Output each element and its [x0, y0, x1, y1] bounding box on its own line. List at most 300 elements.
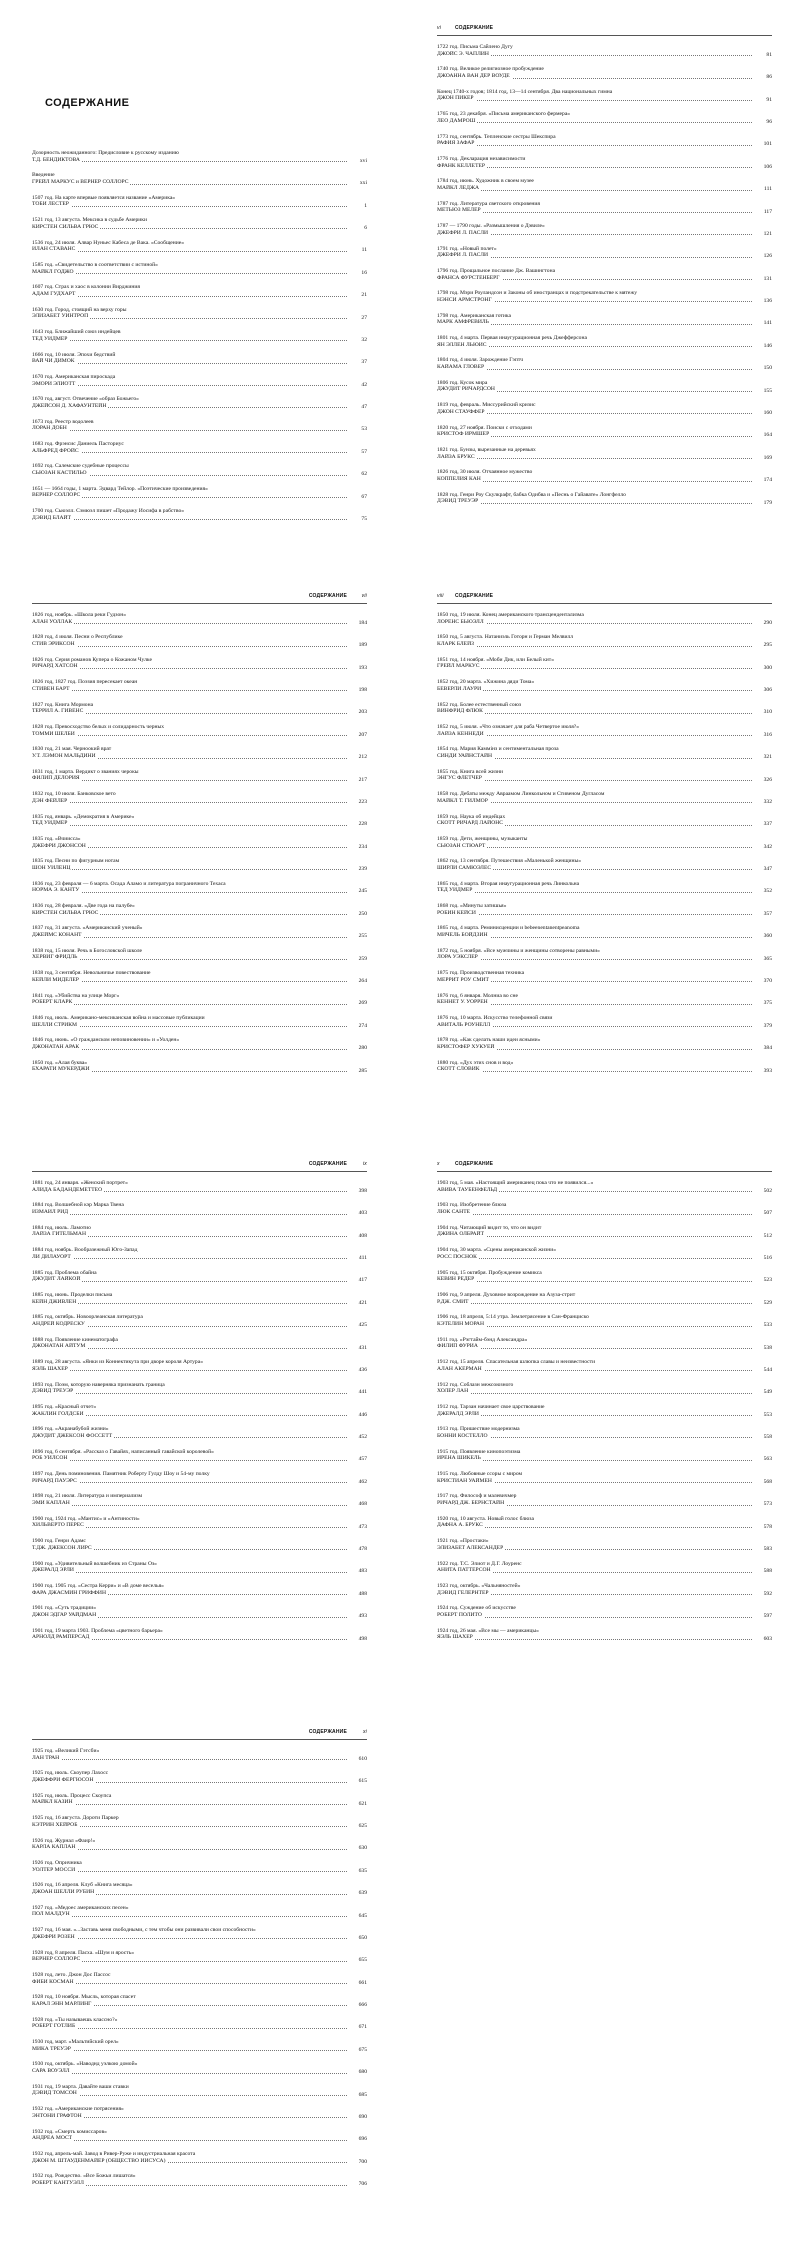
entry-title: 1666 год, 10 июля. Эпохи бедствий	[32, 351, 116, 358]
entry-author-row	[437, 1455, 772, 1462]
entry-author-row	[32, 336, 367, 343]
running-head: СОДЕРЖАНИЕ	[455, 25, 494, 31]
entry-author-row	[437, 775, 772, 782]
entry-title: 1885 год, октябрь. Новоорлеанская литература	[32, 1314, 143, 1321]
toc-entry	[32, 1770, 367, 1792]
entry-title: 1912 год. Тарзан начинает свое царствование	[437, 1403, 545, 1410]
toc-entry	[32, 172, 367, 194]
entry-page-number: 264	[358, 978, 367, 985]
entry-author: ДЭВИД ТРЕУЭР	[32, 1388, 74, 1395]
toc-entry	[32, 702, 367, 724]
entry-author-row	[32, 157, 367, 164]
entry-page-number: 675	[358, 2046, 367, 2053]
entry-author: АЛИДА БАДАНДЕМЕТТЕО	[32, 1186, 103, 1193]
entry-title: 1841 год. «Убийства на улице Морг»	[32, 992, 120, 999]
entry-title: 1901 год. «Суть традиции»	[32, 1605, 97, 1612]
entry-author-row	[32, 1822, 367, 1829]
toc-entry	[32, 1748, 367, 1770]
entry-author-row	[32, 843, 367, 850]
toc-entry	[32, 948, 367, 970]
entry-author: ЯН ЭЛЛЕН ЛЬЮИС	[437, 341, 487, 348]
entry-author: Т.ДЖ. ДЖЕКСОН ЛИРС	[32, 1544, 92, 1551]
entry-author-row	[32, 1388, 367, 1395]
entry-author-row	[437, 1590, 772, 1597]
entry-title: 1875 год. Производственная техника	[437, 970, 525, 977]
entry-page-number: 375	[763, 1000, 772, 1007]
toc-entry	[437, 1493, 772, 1515]
entry-author: РОБЕРТ ГОТЛИБ	[32, 2023, 76, 2030]
entry-author: ЛАЙЗА КЕННЕДИ	[437, 730, 484, 737]
entry-author: ФИБИ КОСМАН	[32, 1978, 74, 1985]
entry-author-row	[32, 492, 367, 499]
entry-title: 1915 год. Появление кинопоэтизма	[437, 1448, 521, 1455]
entry-title: 1920 год, 10 августа. Новый голос блюза	[437, 1515, 534, 1522]
toc-entry	[437, 447, 772, 469]
entry-author: КАРЛА КАПЛАН	[32, 1844, 76, 1851]
entry-page-number: 207	[358, 731, 367, 738]
entry-title: 1897 год. День поминовения. Памятник Роберту Гулду Шоу и 54-му полку	[32, 1471, 210, 1478]
entry-author: КРИСТОФ ИРМШЕР	[437, 431, 490, 438]
entry-author-row	[437, 1299, 772, 1306]
entry-author-row	[437, 999, 772, 1006]
entry-author-row	[32, 2090, 367, 2097]
entry-title: 1804 год, 4 июля. Зарождение Гэптч	[437, 357, 524, 364]
toc-entry	[437, 1516, 772, 1538]
entry-author-row	[32, 269, 367, 276]
entry-title: 1862 год, 13 сентября. Путешествия «Маленькой женщины»	[437, 858, 582, 865]
entry-title: 1928 год, 8 апреля. Пасха. «Шум и ярость»	[32, 1949, 135, 1956]
entry-title: 1801 год, 4 марта. Первая инаугурационная речь Джефферсона	[437, 335, 587, 342]
entry-author: ДЖОН ЭДГАР УАЙДМАН	[32, 1612, 97, 1619]
entry-author-row	[32, 1321, 367, 1328]
entry-page-number: 117	[763, 208, 772, 215]
toc-entry	[437, 679, 772, 701]
entry-title: 1796 год. Прощальное послание Дж. Вашингтона	[437, 267, 556, 274]
toc-entry	[437, 791, 772, 813]
entry-author: ВЕРНЕР СОЛЛОРС	[32, 1956, 81, 1963]
entry-author: ТЕД УИДМЕР	[32, 820, 68, 827]
entry-page-number: 11	[361, 247, 367, 254]
entry-author-row	[32, 887, 367, 894]
entry-author: ДЖУДИТ ДЖЕКСОН ФОССЕТТ	[32, 1432, 113, 1439]
entry-page-number: 337	[763, 821, 772, 828]
entry-page-number: 111	[764, 186, 772, 193]
entry-author: ДЖИНА ОЛБРАЙТ	[437, 1231, 485, 1238]
entry-author-row	[32, 1844, 367, 1851]
toc-entry	[437, 201, 772, 223]
entry-title: 1521 год, 13 августа. Мексика в судьбе Америки	[32, 217, 147, 224]
entry-title: 1876 год, 10 марта. Искусство телефонной связи	[437, 1015, 553, 1022]
entry-title: 1928 год, 10 ноября. Мысль, которая спасет	[32, 1994, 136, 2001]
entry-page-number: 360	[763, 933, 772, 940]
entry-page-number: 21	[361, 292, 367, 299]
entry-author: РОБЕРТ КЛАРК	[32, 999, 73, 1006]
entry-author: ДЖОН СТАУФФЕР	[437, 408, 485, 415]
entry-author: МАЙКЛ Т. ГИЛМОР	[437, 797, 488, 804]
entry-author-row	[437, 476, 772, 483]
entry-author: АНДРЕЙ КОДРЕСКУ	[32, 1320, 85, 1327]
running-head: СОДЕРЖАНИЕ	[455, 1161, 494, 1167]
entry-title: 1885 год, июнь. Проделки письма	[32, 1291, 113, 1298]
entry-page-number: 573	[763, 1501, 772, 1508]
entry-page-number: 212	[358, 754, 367, 761]
toc-entry	[32, 724, 367, 746]
toc-entry	[437, 612, 772, 634]
entry-page-number: 47	[361, 404, 367, 411]
entry-title: 1893 год. Поэм, которую наверняка признанать граница	[32, 1381, 165, 1388]
toc-entry	[32, 2106, 367, 2128]
entry-author: ХОЛЕР ЛАН	[437, 1388, 469, 1395]
toc-entry	[437, 469, 772, 491]
entry-page-number: 37	[361, 359, 367, 366]
entry-title: 1837 год, 31 августа. «Американский ученый»	[32, 925, 143, 932]
entry-page-number: 217	[358, 776, 367, 783]
entry-author: ТЕРРИЛ А. ГИВЕНС	[32, 708, 84, 715]
entry-author: РОСС ПОСНОК	[437, 1253, 477, 1260]
entry-author: КЕВИН РЕДЕР	[437, 1276, 475, 1283]
entry-page-number: 174	[763, 477, 772, 484]
entry-title: 1828 год, 4 июля. Песни о Республике	[32, 634, 123, 641]
entry-page-number: 342	[763, 843, 772, 850]
page-header	[437, 22, 772, 36]
entry-title: 1927 год, 16 мая. «...Заставь меня свободными, с тем чтобы они развивали свои способности»	[32, 1927, 256, 1934]
toc-entry	[32, 441, 367, 463]
entry-title: 1826 год, 30 июля. Отчаянное мужество	[437, 469, 533, 476]
entry-title: 1901 год, 19 марта 1903. Проблема «цветного барьера»	[32, 1627, 163, 1634]
entry-author: ЭЛИЗАБЕТ УИНТРОП	[32, 313, 89, 320]
entry-author: ТЕД УИДМЕР	[32, 335, 68, 342]
entry-title: 1787 год. Литература светского откровения	[437, 200, 540, 207]
entry-title: 1912 год. Соблазн межсоюзного	[437, 1381, 514, 1388]
entry-title: 1900 год, 1924 год. «Мантис» и «Антиности»	[32, 1515, 140, 1522]
entry-page-number: 169	[763, 454, 772, 461]
entry-page-number: 507	[763, 1210, 772, 1217]
entry-author-row	[437, 1545, 772, 1552]
entry-page-number: 578	[763, 1523, 772, 1530]
toc-entry	[32, 970, 367, 992]
entry-title: 1850 год. «Алая буква»	[32, 1059, 88, 1066]
entry-author: СЬЮЗАН КАСТИЛЬО	[32, 470, 87, 477]
entry-title: 1859 год. Дети, женщины, музыканты	[437, 835, 528, 842]
entry-author: ШИРЛИ САМЮЭЛЕС	[437, 864, 492, 871]
entry-author: БЕВЕРЛИ ЛАУРИ	[437, 685, 482, 692]
entry-author-row	[437, 1187, 772, 1194]
entry-author: АВИТАЛЬ РОУНЕЛЛ	[437, 1021, 491, 1028]
toc-entry	[32, 2017, 367, 2039]
entry-author: ДЖОАН ШЕЛЛИ РУБИН	[32, 1888, 95, 1895]
entry-author-row	[32, 1478, 367, 1485]
entry-title: 1651 — 1664 годы, 1 марта. Эдвард Тейлор. «Поэтические произведения»	[32, 485, 208, 492]
entry-author-row	[32, 2046, 367, 2053]
entry-author: ФИЛИП ДЕЛОРИЯ	[32, 775, 80, 782]
toc-entry	[437, 335, 772, 357]
entry-page-number: 411	[358, 1254, 367, 1261]
entry-author: ДЖЕФРИ РОЗЕН	[32, 1933, 75, 1940]
entry-title: 1643 год. Ближайший союз индейцев	[32, 329, 121, 336]
entry-author: ДЖУДИТ РИЧАРДСОН	[437, 386, 495, 393]
entry-author: РИЧАРД ПАУЭРС	[32, 1477, 77, 1484]
entry-author: Р.ДЖ. СМИТ	[437, 1298, 469, 1305]
entry-page-number: 32	[361, 336, 367, 343]
entry-title: 1930 год, март. «Мальтийский орел»	[32, 2039, 119, 2046]
toc-entry	[437, 1247, 772, 1269]
toc-entry	[437, 1037, 772, 1059]
toc-page-4	[437, 590, 772, 1130]
entry-author: ЭМОРИ ЭЛИОТТ	[32, 380, 76, 387]
toc-entry	[32, 1561, 367, 1583]
entry-author-row	[32, 753, 367, 760]
entry-author: ДЖОНАТАН АРАК	[32, 1044, 80, 1051]
entry-author-row	[32, 2135, 367, 2142]
entry-author-row	[32, 1911, 367, 1918]
entry-author: ДЭВИД ТРЕУЭР	[437, 498, 479, 505]
toc-list	[32, 1748, 367, 2196]
toc-entry	[32, 1628, 367, 1650]
entry-author: КИРСТЕН СИЛЬВА ГРЮС	[32, 909, 99, 916]
entry-author-row	[437, 297, 772, 304]
entry-author-row	[32, 1187, 367, 1194]
entry-author: ЯЭЛЬ ШАХЕР	[32, 1365, 68, 1372]
entry-author-row	[32, 1545, 367, 1552]
toc-entry	[32, 486, 367, 508]
toc-entry	[32, 679, 367, 701]
entry-page-number: 700	[358, 2158, 367, 2165]
entry-title: 1855 год. Книга всей жизни	[437, 768, 504, 775]
entry-author-row	[437, 641, 772, 648]
entry-page-number: 645	[358, 1912, 367, 1919]
entry-author-row	[437, 73, 772, 80]
toc-entry	[32, 240, 367, 262]
toc-page-3	[32, 590, 367, 1130]
entry-author: СТИВЕН БАРТ	[32, 685, 70, 692]
entry-page-number: 321	[763, 754, 772, 761]
entry-title: 1798 год. Американская готика	[437, 312, 511, 319]
toc-entry	[32, 903, 367, 925]
entry-author-row	[32, 932, 367, 939]
entry-page-number: 332	[763, 798, 772, 805]
entry-page-number: 533	[763, 1322, 772, 1329]
entry-author: КРИСТИАН УАЙМЕН	[437, 1477, 492, 1484]
toc-entry	[32, 508, 367, 530]
entry-page-number: 661	[358, 1979, 367, 1986]
entry-title: 1865 год, 4 марта. Реминисценции и bebeenentanentpeanoma	[437, 925, 580, 932]
toc-entry	[32, 836, 367, 858]
entry-author: ДЭВИД БЛАЙТ	[32, 514, 71, 521]
entry-title: 1881 год, 24 января. «Женский портрет»	[32, 1180, 128, 1186]
entry-author-row	[32, 179, 367, 186]
entry-author-row	[32, 358, 367, 365]
entry-page-number: 295	[763, 642, 772, 649]
entry-page-number: 27	[361, 314, 367, 321]
entry-title: 1896 год, 6 сентября. «Рассказ о Гавайях, написанный гавайской королевой»	[32, 1448, 214, 1455]
toc-entry	[437, 925, 772, 947]
entry-author: ДЖЕЙСОН Д. ХАФАУНТЕЙН	[32, 402, 107, 409]
entry-page-number: 245	[358, 888, 367, 895]
entry-page-number: 630	[358, 1845, 367, 1852]
toc-entry	[437, 1561, 772, 1583]
entry-author-row	[32, 1889, 367, 1896]
entry-author-row	[32, 1433, 367, 1440]
entry-author: ФИЛИП ФУРИА	[437, 1343, 478, 1350]
entry-title: 1872 год, 5 ноября. «Все мужчины и женщины сотворены равными»	[437, 947, 600, 954]
page-number: vii	[361, 593, 367, 599]
entry-author: КЛАРК БЛЕЙЗ	[437, 640, 474, 647]
entry-author-row	[437, 342, 772, 349]
entry-author-row	[437, 409, 772, 416]
entry-page-number: 483	[358, 1568, 367, 1575]
toc-entry	[32, 657, 367, 679]
entry-author-row	[32, 686, 367, 693]
entry-author: ЛОРА УЭКСЛЕР	[437, 954, 478, 961]
entry-title: 1917 год. Философ и малевичмер	[437, 1493, 517, 1500]
entry-author-row	[32, 515, 367, 522]
entry-author-row	[32, 1956, 367, 1963]
entry-title: 1900 год. Генри Адамс	[32, 1538, 86, 1545]
entry-title: 1900 год. «Удивительный волшебник из Страны Оз»	[32, 1560, 157, 1567]
toc-entry	[437, 89, 772, 111]
toc-entry	[32, 195, 367, 217]
entry-page-number: 42	[361, 381, 367, 388]
entry-author-row	[32, 663, 367, 670]
entry-page-number: 306	[763, 686, 772, 693]
toc-entry	[437, 156, 772, 178]
entry-author: КЕЙН ДЖИВЛЕН	[32, 1298, 77, 1305]
entry-author: ФРАНК КЕЛЛЕТЕР	[437, 162, 486, 169]
toc-entry	[437, 634, 772, 656]
entry-author-row	[437, 140, 772, 147]
entry-page-number: 549	[763, 1389, 772, 1396]
entry-author: ДЖЕРАЛД ЭРЛИ	[437, 1410, 479, 1417]
entry-title: 1926 год. Журнал «Фаир!»	[32, 1837, 96, 1844]
entry-author-row	[437, 798, 772, 805]
entry-title: 1722 год. Письма Сайлено Дугу	[437, 44, 513, 50]
entry-author-row	[437, 431, 772, 438]
entry-title: 1673 год. Реестр водолеев	[32, 418, 94, 425]
entry-author-row	[32, 1777, 367, 1784]
entry-title: 1904 год. Читающий видит то, что он видит	[437, 1224, 542, 1231]
running-head: СОДЕРЖАНИЕ	[308, 1729, 347, 1735]
entry-page-number: 136	[763, 298, 772, 305]
toc-entry	[437, 1449, 772, 1471]
entry-title: 1884 год, ноябрь. Вообразежный Юго-Запад	[32, 1247, 138, 1254]
toc-entry	[32, 1202, 367, 1224]
entry-page-number: 347	[763, 866, 772, 873]
entry-title: 1889 год, 28 августа. «Янки из Коннектикута при дворе короля Артура»	[32, 1359, 203, 1366]
entry-page-number: 126	[763, 253, 772, 260]
entry-title: 1923 год, октябрь. «Чальняностей»	[437, 1583, 521, 1590]
toc-entry	[32, 1060, 367, 1082]
entry-title: 1921 год. «Простаки»	[437, 1538, 489, 1545]
toc-entry	[32, 925, 367, 947]
entry-author-row	[32, 2023, 367, 2030]
toc-entry	[32, 612, 367, 634]
entry-title: 1670 год. Американская пироскада	[32, 373, 116, 380]
entry-page-number: 131	[763, 275, 772, 282]
toc-entry	[437, 290, 772, 312]
entry-page-number: 96	[766, 118, 772, 125]
toc-title: СОДЕРЖАНИЕ	[45, 97, 130, 109]
entry-author-row	[32, 1612, 367, 1619]
entry-page-number: xvi	[359, 157, 367, 164]
entry-author: ЭМИ КАПЛАН	[32, 1500, 70, 1507]
entry-title: 1852 год, 5 июля. «Что означает для раба Четвертое июля?»	[437, 723, 580, 730]
entry-title: 1898 год, 21 июля. Литература и империализм	[32, 1493, 143, 1500]
entry-title: 1700 год. Сьюэлл. Сэмюэл пишет «Продажу Иосифа в рабство»	[32, 508, 185, 515]
entry-title: 1776 год. Декларация независимости	[437, 155, 526, 162]
entry-page-number: 650	[358, 1934, 367, 1941]
toc-entry	[32, 1860, 367, 1882]
entry-title: 1865 год, 4 марта. Вторая инаугурационная речь Линкольна	[437, 880, 580, 887]
entry-title: 1835 год. «Вчиисса»	[32, 835, 81, 842]
entry-title: 1836 год, 23 февраля — 6 марта. Осада Аламо и литература пограничного Техаса	[32, 880, 226, 887]
entry-author-row	[32, 731, 367, 738]
entry-page-number: 615	[358, 1778, 367, 1785]
entry-author-row	[437, 910, 772, 917]
entry-page-number: 523	[763, 1277, 772, 1284]
entry-title: 1850 год, 5 августа. Натаниэль Готорн и Герман Мелвилл	[437, 634, 574, 641]
entry-author-row	[437, 708, 772, 715]
entry-title: 1904 год, 30 марта. «Сцены американской жизни»	[437, 1247, 557, 1254]
entry-author: ДЖЕФФРИ ФЕРГЮСОН	[32, 1776, 94, 1783]
entry-title: 1838 год, 3 сентября. Невольничье повествование	[32, 970, 151, 977]
entry-author-row	[32, 448, 367, 455]
entry-author: СКОТТ СЛОВИК	[437, 1066, 480, 1073]
toc-list	[437, 1180, 772, 1650]
entry-page-number: 592	[763, 1590, 772, 1597]
entry-author-row	[32, 1867, 367, 1874]
entry-author: КАРАЛ ЭНН МАРЛИНГ	[32, 2000, 92, 2007]
entry-author: УОЛТЕР МОССИ	[32, 1866, 76, 1873]
entry-author-row	[437, 1567, 772, 1574]
entry-page-number: 189	[358, 642, 367, 649]
entry-page-number: 417	[358, 1277, 367, 1284]
entry-author: ВИНФРИД ФЛЮК	[437, 708, 483, 715]
page-number: ix	[362, 1161, 367, 1167]
entry-title: 1826 год. Серия романов Купера о Кожаном Чулке	[32, 656, 152, 663]
entry-author-row	[32, 470, 367, 477]
entry-author: КАЙАМА ГЛОВЕР	[437, 364, 485, 371]
toc-entry	[437, 1605, 772, 1627]
entry-title: 1826 год, ноябрь. «Школа реки Гудзон»	[32, 612, 127, 618]
entry-page-number: 384	[763, 1045, 772, 1052]
running-head: СОДЕРЖАНИЕ	[308, 1161, 347, 1167]
entry-author-row	[437, 185, 772, 192]
entry-author: ДЖЕФРИ ДЖОНСОН	[32, 842, 86, 849]
entry-title: 1932 год. Рождество. «Все Божьи лишатся»	[32, 2173, 136, 2180]
entry-title: 1905 год, 15 октября. Пробуждение комикса	[437, 1269, 542, 1276]
entry-page-number: 473	[358, 1523, 367, 1530]
entry-title: 1880 год. «Дух этих снов и вод»	[437, 1059, 514, 1066]
entry-author-row	[437, 1321, 772, 1328]
entry-author: РИЧАРД ХАТСОН	[32, 663, 78, 670]
entry-page-number: 408	[358, 1232, 367, 1239]
entry-page-number: 150	[763, 365, 772, 372]
toc-entry	[437, 970, 772, 992]
page-number: xi	[362, 1729, 367, 1735]
entry-author: АРНОЛД РАМПЕРСАД	[32, 1634, 90, 1641]
toc-entry	[32, 1449, 367, 1471]
entry-author: ФРАНСА ФУРСТЕНБЕРГ	[437, 274, 500, 281]
entry-author-row	[437, 498, 772, 505]
entry-author: ЛИ ДИЛАУОРТ	[32, 1253, 71, 1260]
entry-title: 1828 год. Превосходство белых и солидарность черных	[32, 723, 165, 730]
entry-author: ИЗМАИЛ РИД	[32, 1208, 69, 1215]
entry-author: ЛЕО ДАМРОШ	[437, 117, 476, 124]
entry-page-number: 425	[358, 1322, 367, 1329]
toc-entry	[32, 374, 367, 396]
entry-author: ЖАКЛИН ГОЛДСБИ	[32, 1410, 84, 1417]
toc-entry	[32, 2129, 367, 2151]
